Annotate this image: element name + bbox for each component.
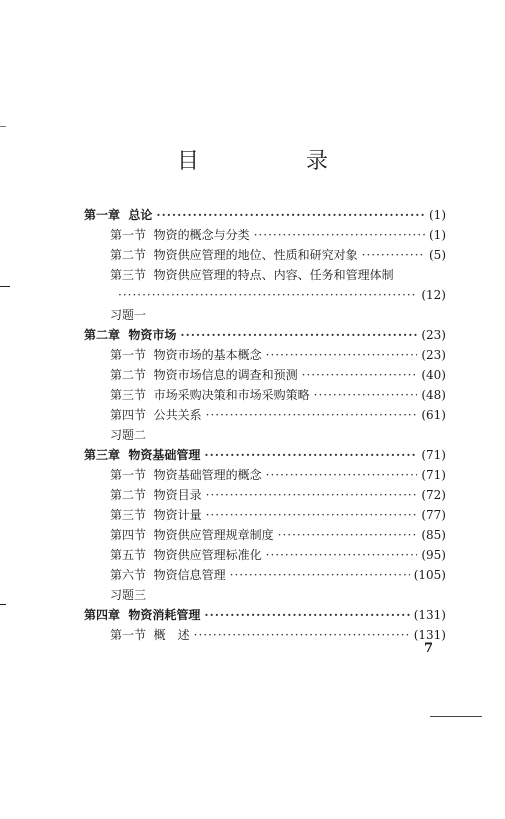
leader-dots bbox=[302, 367, 418, 383]
page-ref: (77) bbox=[421, 508, 446, 522]
section-number: 第二节 bbox=[110, 488, 147, 502]
leader-dots bbox=[266, 347, 418, 363]
page-ref: (23) bbox=[421, 348, 446, 362]
exercise-1[interactable]: 习题一 bbox=[110, 308, 147, 322]
leader-dots bbox=[206, 407, 418, 423]
section-number: 第一节 bbox=[110, 348, 147, 362]
toc-section-2-4[interactable] bbox=[110, 407, 446, 423]
toc-section-3-3[interactable] bbox=[110, 507, 446, 523]
page-ref: (85) bbox=[421, 528, 446, 542]
toc-section-4-1[interactable] bbox=[110, 627, 446, 643]
leader-dots bbox=[204, 607, 409, 623]
page-ref: (95) bbox=[421, 548, 446, 562]
chapter-number: 第二章 bbox=[84, 328, 121, 342]
leader-dots bbox=[206, 507, 418, 523]
page-ref: (48) bbox=[421, 388, 446, 402]
chapter-number: 第三章 bbox=[84, 448, 121, 462]
toc-section-2-2[interactable] bbox=[110, 367, 446, 383]
chapter-title: 物资市场 bbox=[128, 328, 177, 342]
section-number: 第四节 bbox=[110, 528, 147, 542]
page-ref: (12) bbox=[421, 288, 446, 302]
section-title: 物资市场信息的调查和预测 bbox=[153, 368, 298, 382]
leader-dots bbox=[180, 327, 417, 343]
section-title: 物资供应管理的地位、性质和研究对象 bbox=[153, 248, 358, 262]
chapter-title: 总论 bbox=[128, 208, 153, 222]
page-ref: (105) bbox=[413, 568, 446, 582]
leader-dots bbox=[204, 447, 417, 463]
section-number: 第四节 bbox=[110, 408, 147, 422]
scan-mark bbox=[0, 126, 6, 127]
section-title: 物资市场的基本概念 bbox=[153, 348, 262, 362]
toc-title: 目 录 bbox=[177, 149, 378, 174]
page-ref: (61) bbox=[421, 408, 446, 422]
toc-section-1-2[interactable] bbox=[110, 247, 446, 263]
page-ref: (71) bbox=[421, 468, 446, 482]
section-title: 物资计量 bbox=[153, 508, 202, 522]
page-ref: (131) bbox=[413, 628, 446, 642]
page-ref: (71) bbox=[421, 448, 446, 462]
section-title: 公共关系 bbox=[153, 408, 202, 422]
section-number: 第三节 bbox=[110, 268, 147, 282]
section-number: 第三节 bbox=[110, 508, 147, 522]
section-number: 第五节 bbox=[110, 548, 147, 562]
chapter-number: 第四章 bbox=[84, 608, 121, 622]
leader-dots bbox=[254, 227, 425, 243]
page-number: 7 bbox=[424, 641, 434, 656]
toc-section-2-3[interactable] bbox=[110, 387, 446, 403]
scan-mark bbox=[430, 716, 482, 717]
scan-mark bbox=[0, 604, 6, 605]
toc-section-3-1[interactable] bbox=[110, 467, 446, 483]
toc-section-1-3-continued[interactable] bbox=[118, 287, 446, 303]
leader-dots bbox=[314, 387, 418, 403]
exercise-2[interactable]: 习题二 bbox=[110, 428, 147, 442]
leader-dots bbox=[230, 567, 410, 583]
page-ref: (23) bbox=[421, 328, 446, 342]
section-number: 第六节 bbox=[110, 568, 147, 582]
leader-dots bbox=[266, 467, 418, 483]
leader-dots bbox=[362, 247, 425, 263]
section-title: 物资信息管理 bbox=[153, 568, 226, 582]
section-title: 物资供应管理规章制度 bbox=[153, 528, 274, 542]
toc-section-3-5[interactable] bbox=[110, 547, 446, 563]
chapter-title: 物资消耗管理 bbox=[128, 608, 201, 622]
page-ref: (131) bbox=[413, 608, 446, 622]
section-title: 市场采购决策和市场采购策略 bbox=[153, 388, 310, 402]
section-number: 第二节 bbox=[110, 368, 147, 382]
page-ref: (40) bbox=[421, 368, 446, 382]
toc-chapter-3[interactable] bbox=[84, 447, 446, 463]
page-ref: (72) bbox=[421, 488, 446, 502]
section-number: 第一节 bbox=[110, 468, 147, 482]
section-title: 物资的概念与分类 bbox=[153, 228, 250, 242]
section-title: 物资供应管理标准化 bbox=[153, 548, 262, 562]
section-number: 第一节 bbox=[110, 228, 147, 242]
chapter-title: 物资基础管理 bbox=[128, 448, 201, 462]
section-title: 物资基础管理的概念 bbox=[153, 468, 262, 482]
section-title: 物资供应管理的特点、内容、任务和管理体制 bbox=[153, 268, 394, 282]
section-number: 第一节 bbox=[110, 628, 147, 642]
section-number: 第二节 bbox=[110, 248, 147, 262]
leader-dots bbox=[194, 627, 410, 643]
leader-dots bbox=[278, 527, 418, 543]
leader-dots bbox=[266, 547, 418, 563]
toc-section-1-3[interactable] bbox=[110, 267, 446, 283]
leader-dots bbox=[156, 207, 425, 223]
exercise-3[interactable]: 习题三 bbox=[110, 588, 147, 602]
section-title: 物资目录 bbox=[153, 488, 202, 502]
toc-section-3-6[interactable] bbox=[110, 567, 446, 583]
page-ref: (1) bbox=[429, 228, 446, 242]
leader-dots bbox=[206, 487, 418, 503]
toc-section-3-4[interactable] bbox=[110, 527, 446, 543]
toc-chapter-2[interactable] bbox=[84, 327, 446, 343]
section-title: 概 述 bbox=[153, 628, 190, 642]
section-number: 第三节 bbox=[110, 388, 147, 402]
toc-section-2-1[interactable] bbox=[110, 347, 446, 363]
toc-chapter-4[interactable] bbox=[84, 607, 446, 623]
scan-mark bbox=[0, 286, 10, 287]
page-ref: (1) bbox=[429, 208, 446, 222]
leader-dots bbox=[118, 287, 417, 303]
toc-section-3-2[interactable] bbox=[110, 487, 446, 503]
page-ref: (5) bbox=[429, 248, 446, 262]
toc-section-1-1[interactable] bbox=[110, 227, 446, 243]
chapter-number: 第一章 bbox=[84, 208, 121, 222]
toc-chapter-1[interactable] bbox=[84, 207, 446, 223]
